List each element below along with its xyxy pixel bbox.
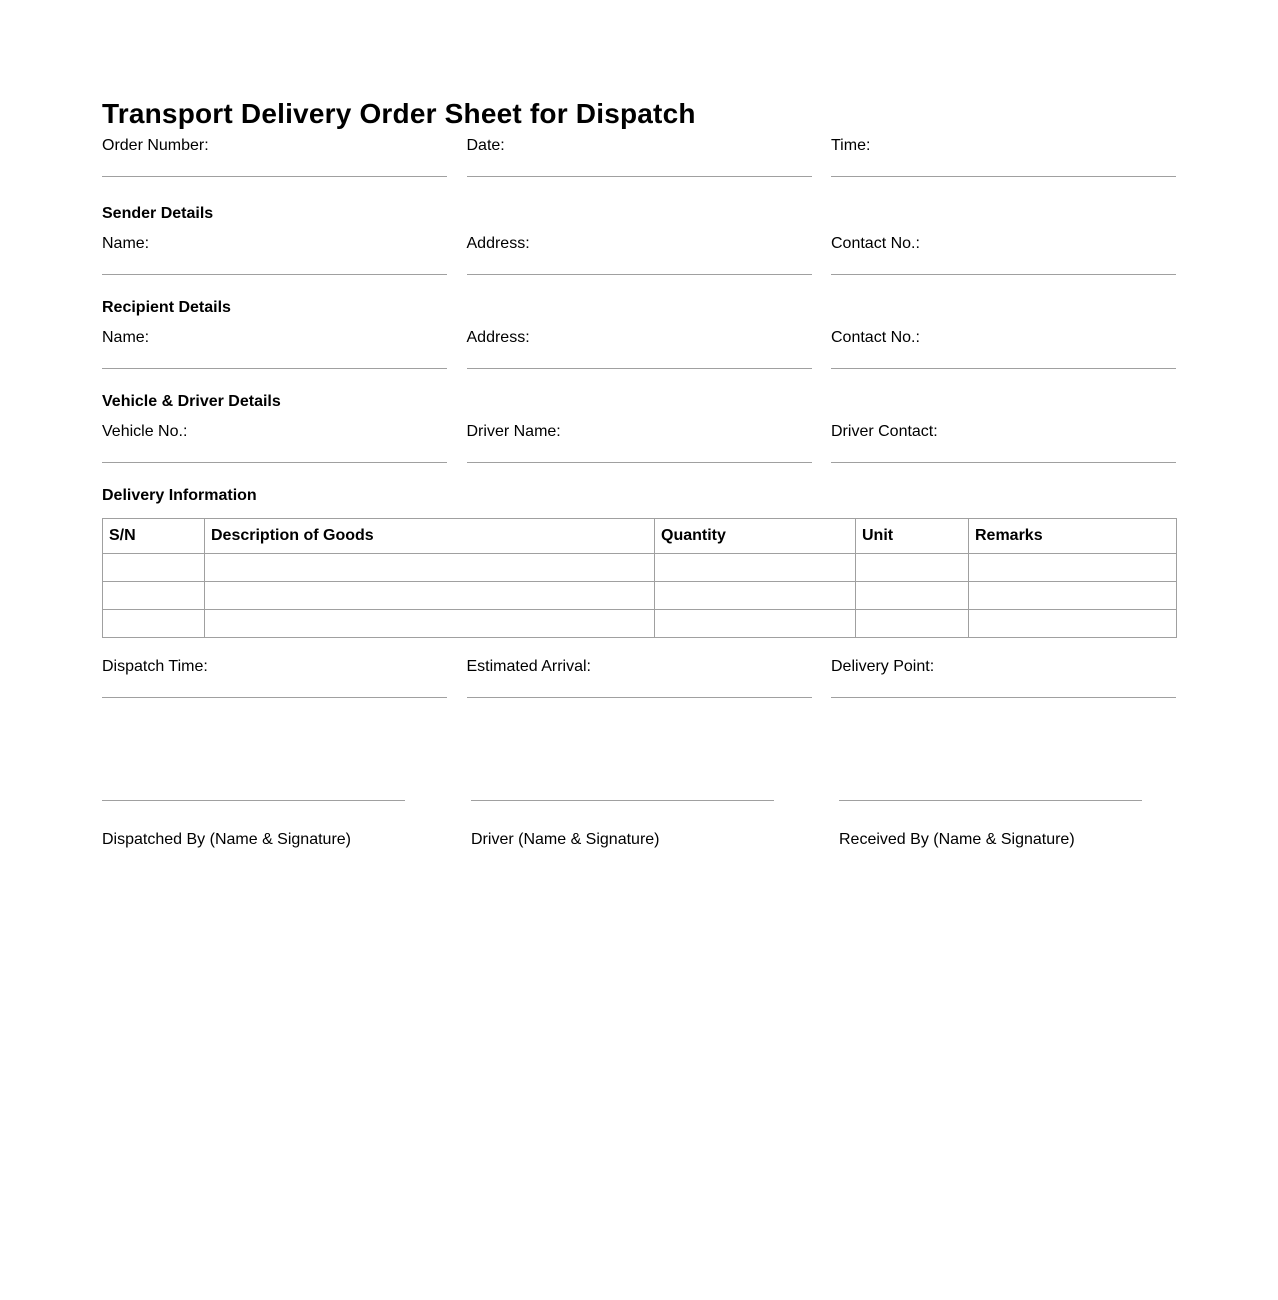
recipient-contact-field[interactable] <box>831 328 1176 369</box>
driver-name-label: Driver Name: <box>466 423 561 440</box>
delivery-point-field[interactable] <box>831 657 1176 698</box>
table-row <box>103 582 1177 610</box>
signature-line <box>839 800 1142 801</box>
received-by-label: Received By (Name & Signature) <box>839 831 1075 848</box>
table-cell-sn[interactable] <box>103 582 205 610</box>
vehicle-fields <box>102 422 1176 463</box>
sender-contact-label: Contact No.: <box>831 235 920 252</box>
table-cell-sn[interactable] <box>103 554 205 582</box>
sender-address-field[interactable] <box>467 234 812 275</box>
table-cell-description[interactable] <box>205 554 655 582</box>
order-number-field[interactable] <box>102 136 447 177</box>
dispatch-time-field[interactable] <box>102 657 447 698</box>
received-by-signature[interactable] <box>839 800 1142 850</box>
sender-contact-field[interactable] <box>831 234 1176 275</box>
signature-line <box>102 800 405 801</box>
time-field[interactable] <box>831 136 1176 177</box>
driver-contact-label: Driver Contact: <box>831 423 938 440</box>
recipient-contact-label: Contact No.: <box>831 329 920 346</box>
recipient-details-heading: Recipient Details <box>102 299 231 316</box>
date-field[interactable] <box>467 136 812 177</box>
recipient-address-label: Address: <box>466 329 530 346</box>
table-cell-remarks[interactable] <box>969 610 1177 638</box>
table-cell-remarks[interactable] <box>969 582 1177 610</box>
table-row <box>103 554 1177 582</box>
sender-name-field[interactable] <box>102 234 447 275</box>
column-header-sn: S/N <box>103 519 205 554</box>
column-header-quantity: Quantity <box>655 519 856 554</box>
driver-signature-label: Driver (Name & Signature) <box>471 831 660 848</box>
driver-name-field[interactable] <box>467 422 812 463</box>
table-cell-sn[interactable] <box>103 610 205 638</box>
delivery-order-sheet <box>102 96 1176 848</box>
column-header-unit: Unit <box>856 519 969 554</box>
table-cell-description[interactable] <box>205 610 655 638</box>
dispatch-fields <box>102 657 1176 698</box>
table-cell-quantity[interactable] <box>655 554 856 582</box>
driver-contact-field[interactable] <box>831 422 1176 463</box>
dispatch-time-label: Dispatch Time: <box>102 658 208 675</box>
vehicle-driver-details-heading: Vehicle & Driver Details <box>102 393 281 410</box>
recipient-address-field[interactable] <box>467 328 812 369</box>
vehicle-no-label: Vehicle No.: <box>102 423 188 440</box>
column-header-remarks: Remarks <box>969 519 1177 554</box>
table-cell-description[interactable] <box>205 582 655 610</box>
dispatched-by-signature[interactable] <box>102 800 405 850</box>
table-cell-quantity[interactable] <box>655 582 856 610</box>
estimated-arrival-label: Estimated Arrival: <box>466 658 591 675</box>
delivery-point-label: Delivery Point: <box>831 658 935 675</box>
recipient-fields <box>102 328 1176 369</box>
estimated-arrival-field[interactable] <box>467 657 812 698</box>
vehicle-no-field[interactable] <box>102 422 447 463</box>
table-cell-quantity[interactable] <box>655 610 856 638</box>
delivery-information-heading: Delivery Information <box>102 487 257 504</box>
dispatched-by-label: Dispatched By (Name & Signature) <box>102 831 351 848</box>
sender-details-heading: Sender Details <box>102 205 214 222</box>
driver-signature[interactable] <box>471 800 774 850</box>
table-cell-unit[interactable] <box>856 582 969 610</box>
table-header-row <box>103 519 1177 554</box>
column-header-description: Description of Goods <box>205 519 655 554</box>
table-row <box>103 610 1177 638</box>
goods-table <box>102 518 1177 638</box>
sender-fields <box>102 234 1176 275</box>
time-label: Time: <box>831 137 871 154</box>
table-cell-unit[interactable] <box>856 610 969 638</box>
date-label: Date: <box>466 137 505 154</box>
table-cell-remarks[interactable] <box>969 554 1177 582</box>
order-number-label: Order Number: <box>102 137 209 154</box>
table-cell-unit[interactable] <box>856 554 969 582</box>
order-fields <box>102 136 1176 177</box>
sender-name-label: Name: <box>102 235 150 252</box>
signature-line <box>471 800 774 801</box>
sender-address-label: Address: <box>466 235 530 252</box>
recipient-name-label: Name: <box>102 329 150 346</box>
page-title: Transport Delivery Order Sheet for Dispatch <box>102 98 696 129</box>
recipient-name-field[interactable] <box>102 328 447 369</box>
